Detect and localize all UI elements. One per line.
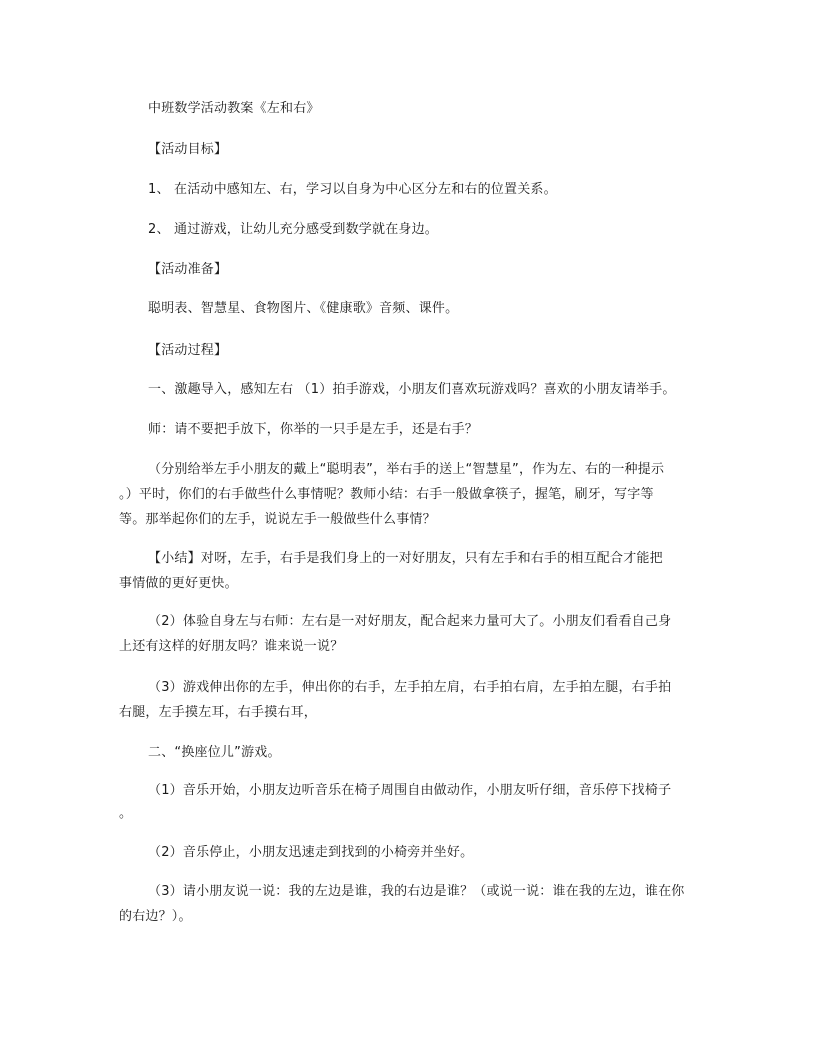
summary-line: 【小结】对呀，左手，右手是我们身上的一对好朋友，只有左手和右手的相互配合才能把 <box>148 551 663 566</box>
paragraph-line: 等。那举起你们的左手，说说左手一般做些什么事情？ <box>119 512 436 527</box>
game-step-1-line: （1）音乐开始，小朋友边听音乐在椅子周围自由做动作，小朋友听仔细，音乐停下找椅子 <box>148 783 672 798</box>
step-1-text: 一、激趣导入，感知左右 （1）拍手游戏，小朋友们喜欢玩游戏吗？喜欢的小朋友请举手。 <box>148 382 676 397</box>
step-2-heading: 二、“换座位儿”游戏。 <box>148 745 281 760</box>
sub-step-3-line: 右腿，左手摸左耳，右手摸右耳， <box>119 705 318 720</box>
sub-step-2-line: 上还有这样的好朋友吗？谁来说一说？ <box>119 639 344 654</box>
process-heading: 【活动过程】 <box>148 343 228 358</box>
paragraph-line: 。）平时，你们的右手做些什么事情呢？教师小结：右手一般做拿筷子，握笔，刷牙，写字等 <box>119 487 654 502</box>
prep-heading: 【活动准备】 <box>148 262 228 277</box>
game-step-1-line: 。 <box>119 806 133 821</box>
document-title: 中班数学活动教案《左和右》 <box>148 101 320 116</box>
goal-item-2: 2、 通过游戏，让幼儿充分感受到数学就在身边。 <box>148 222 439 237</box>
game-step-3-line: （3）请小朋友说一说：我的左边是谁，我的右边是谁？（或说一说：谁在我的左边，谁在你 <box>148 884 685 899</box>
teacher-question: 师：请不要把手放下，你举的一只手是左手，还是右手？ <box>148 422 479 437</box>
goal-item-1: 1、 在活动中感知左、右，学习以自身为中心区分左和右的位置关系。 <box>148 182 557 197</box>
game-step-2-line: （2）音乐停止，小朋友迅速走到找到的小椅旁并坐好。 <box>148 845 474 860</box>
sub-step-3-line: （3）游戏伸出你的左手，伸出你的右手，左手拍左肩，右手拍右肩，左手拍左腿，右手拍 <box>148 680 672 695</box>
goal-heading: 【活动目标】 <box>148 142 228 157</box>
sub-step-2-line: （2）体验自身左与右师：左右是一对好朋友，配合起来力量可大了。小朋友们看看自己身 <box>148 614 672 629</box>
game-step-3-line: 的右边？）。 <box>119 909 192 924</box>
prep-text: 聪明表、智慧星、食物图片、《健康歌》音频、课件。 <box>148 301 459 316</box>
paragraph-line: （分别给举左手小朋友的戴上“聪明表”，举右手的送上“智慧星”，作为左、右的一种提示 <box>148 462 665 477</box>
summary-line: 事情做的更好更快。 <box>119 576 238 591</box>
